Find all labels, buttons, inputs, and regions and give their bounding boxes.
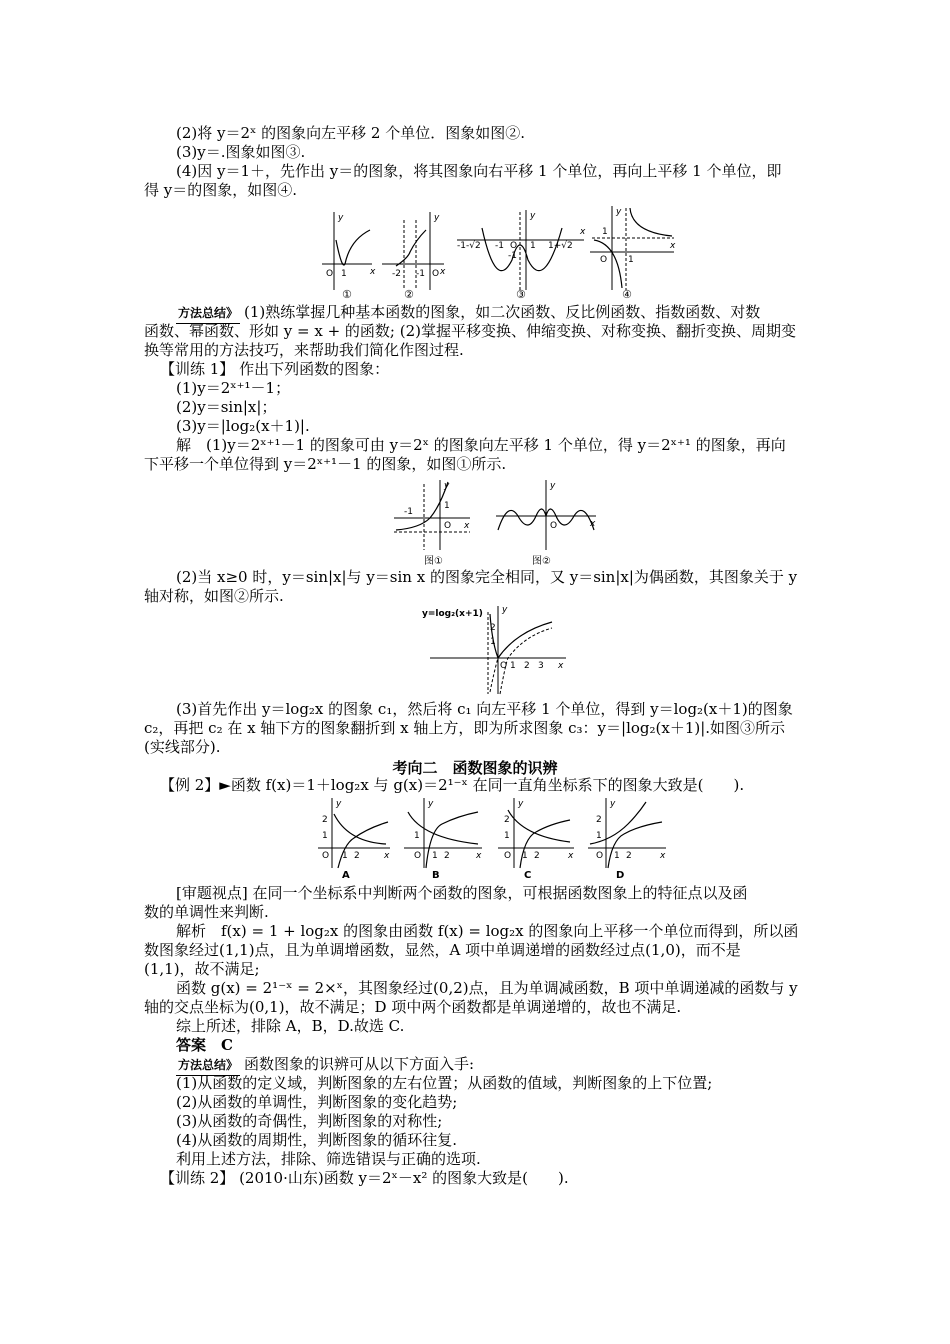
svg-text:x: x	[370, 267, 376, 277]
graph-exp	[394, 480, 470, 567]
svg-text:x: x	[558, 661, 564, 671]
svg-text:O: O	[596, 851, 604, 861]
analysis-line: 数图象经过(1,1)点，且为单调增函数，显然，A 项中单调递增的函数经过点(1,0)，而不是	[144, 941, 741, 959]
svg-text:2: 2	[354, 851, 360, 861]
choice-b-label: B	[432, 870, 440, 880]
svg-text:2: 2	[626, 851, 632, 861]
figure-label-3: ③	[516, 288, 526, 300]
example-question: 【例 2】►函数 f(x)＝1＋log₂x 与 g(x)＝2¹⁻ˣ 在同一直角坐标系下的图象大致是( ).	[160, 776, 745, 794]
graph-1	[322, 212, 376, 300]
svg-text:1: 1	[530, 241, 536, 251]
svg-text:1: 1	[614, 851, 620, 861]
svg-text:O: O	[504, 851, 512, 861]
svg-text:y: y	[434, 213, 440, 223]
svg-text:O: O	[414, 851, 422, 861]
analysis-line: 函数 g(x) = 2¹⁻ˣ = 2×ˣ，其图象经过(0,2)点，且为单调减函数，B 项中单调递减的函数与 y	[176, 979, 798, 997]
text-line: 得 y＝的图象，如图④.	[144, 181, 298, 199]
svg-text:1+√2: 1+√2	[548, 241, 573, 251]
answer: 答案 C	[176, 1036, 233, 1054]
figure-label-2: ②	[404, 288, 414, 300]
svg-text:3: 3	[538, 661, 544, 671]
svg-text:O: O	[550, 521, 558, 531]
text-line: 函数、幂函数、形如 y = x + 的函数; (2)掌握平移变换、伸缩变换、对称变换、翻折变换、周期变	[144, 322, 796, 340]
svg-text:-2: -2	[392, 269, 401, 279]
figure-label-1: 图①	[424, 556, 443, 567]
method-summary: 方法总结》 函数图象的识辨可从以下方面入手:	[176, 1055, 816, 1076]
svg-text:x: x	[580, 227, 586, 237]
svg-text:1: 1	[510, 661, 516, 671]
solution-line: (2)当 x≥0 时，y＝sin|x|与 y＝sin x 的图象完全相同，又 y＝sin|x|为偶函数，其图象关于 y	[176, 568, 798, 586]
analysis-line: (1,1)，故不满足;	[144, 960, 260, 978]
list-item: (4)从函数的周期性，判断图象的循环往复.	[176, 1131, 458, 1149]
choice-c-graph	[498, 798, 574, 880]
svg-text:x: x	[660, 851, 666, 861]
svg-text:O: O	[600, 255, 608, 265]
svg-text:O: O	[432, 269, 440, 279]
text-line: 利用上述方法，排除、筛选错误与正确的选项.	[176, 1150, 481, 1168]
svg-text:1: 1	[504, 831, 510, 841]
list-item: (1)从函数的定义域，判断图象的左右位置；从函数的值域，判断图象的上下位置;	[176, 1074, 713, 1092]
figure-label-4: ④	[622, 288, 632, 300]
choice-d-label: D	[616, 870, 625, 880]
solution-line: (3)首先作出 y＝log₂x 的图象 c₁，然后将 c₁ 向左平移 1 个单位，得到 y＝log₂(x＋1)的图象	[176, 700, 793, 718]
graph-3	[457, 210, 586, 300]
choice-graphs	[312, 794, 672, 880]
choice-b-graph	[404, 798, 482, 880]
svg-text:1: 1	[444, 501, 450, 511]
graph-sin-abs	[496, 480, 596, 567]
svg-text:y=log₂(x+1): y=log₂(x+1)	[422, 609, 483, 619]
svg-text:-1: -1	[416, 269, 425, 279]
svg-text:y: y	[444, 481, 450, 491]
svg-text:1: 1	[322, 831, 328, 841]
choice-c-label: C	[524, 870, 532, 880]
svg-text:x: x	[670, 241, 676, 251]
choice-a-graph	[318, 798, 390, 880]
review-viewpoint: [审题视点] 在同一个坐标系中判断两个函数的图象，可根据函数图象上的特征点以及函	[176, 884, 748, 902]
text-line: (4)因 y＝1＋，先作出 y＝的图象，将其图象向右平移 1 个单位，再向上平移 1 个单位，即	[176, 162, 782, 180]
svg-text:x: x	[440, 267, 446, 277]
svg-text:x: x	[464, 521, 470, 531]
choice-a-label: A	[342, 870, 350, 880]
summary-tag: 方法总结》	[176, 304, 240, 324]
svg-text:y: y	[530, 211, 536, 221]
svg-text:1: 1	[414, 831, 420, 841]
choice-d-graph	[588, 798, 666, 880]
text-line: 数的单调性来判断.	[144, 903, 269, 921]
analysis-line: 综上所述，排除 A，B，D.故选 C.	[176, 1017, 405, 1035]
svg-text:y: y	[518, 799, 524, 809]
list-item: (2)从函数的单调性，判断图象的变化趋势;	[176, 1093, 458, 1111]
method-summary: 方法总结》 (1)熟练掌握几种基本函数的图象，如二次函数、反比例函数、指数函数、对数	[176, 303, 816, 324]
svg-text:2: 2	[490, 623, 496, 633]
svg-text:-1-√2: -1-√2	[457, 241, 481, 251]
question: (3)y＝|log₂(x＋1)|.	[176, 417, 310, 435]
figure-log-abs	[420, 602, 570, 696]
training-title: 【训练 2】 (2010·山东)函数 y＝2ˣ－x² 的图象大致是( ).	[160, 1169, 569, 1187]
svg-text:x: x	[568, 851, 574, 861]
svg-text:O: O	[510, 241, 518, 251]
svg-text:2: 2	[322, 815, 328, 825]
graph-2	[382, 212, 446, 300]
svg-text:2: 2	[524, 661, 530, 671]
figure-train1-row	[390, 476, 600, 568]
figure-row-transforms	[312, 200, 692, 300]
solution-line: 解 (1)y＝2ˣ⁺¹－1 的图象可由 y＝2ˣ 的图象向左平移 1 个单位，得 y＝2ˣ⁺¹ 的图象，再向	[176, 436, 786, 454]
svg-text:x: x	[590, 519, 596, 529]
svg-text:1: 1	[490, 637, 496, 647]
question: (2)y＝sin|x|；	[176, 398, 277, 416]
solution-line: 下平移一个单位得到 y＝2ˣ⁺¹－1 的图象，如图①所示.	[144, 455, 507, 473]
analysis-line: 轴的交点坐标为(0,1)，故不满足；D 项中两个函数都是单调递增的，故也不满足.	[144, 998, 682, 1016]
svg-text:y: y	[338, 213, 344, 223]
svg-text:x: x	[476, 851, 482, 861]
svg-text:y: y	[610, 799, 616, 809]
figure-label-2: 图②	[532, 556, 551, 567]
svg-text:1: 1	[602, 227, 608, 237]
analysis-line: 解析 f(x) = 1 + log₂x 的图象由函数 f(x) = log₂x 的图象向上平移一个单位而得到，所以函	[176, 922, 799, 940]
svg-text:-1: -1	[508, 251, 517, 261]
svg-text:2: 2	[504, 815, 510, 825]
solution-line: (实线部分).	[144, 738, 221, 756]
section-heading: 考向二 函数图象的识辨	[392, 759, 558, 777]
svg-text:O: O	[326, 269, 334, 279]
graph-4	[590, 206, 676, 300]
svg-text:x: x	[384, 851, 390, 861]
svg-text:2: 2	[534, 851, 540, 861]
svg-text:y: y	[428, 799, 434, 809]
text-line: (3)y＝.图象如图③.	[176, 143, 306, 161]
svg-text:1: 1	[432, 851, 438, 861]
svg-text:y: y	[336, 799, 342, 809]
svg-text:y: y	[616, 207, 622, 217]
svg-text:O: O	[500, 661, 508, 671]
solution-line: 轴对称，如图②所示.	[144, 587, 284, 605]
svg-text:1: 1	[596, 831, 602, 841]
svg-text:y: y	[502, 605, 508, 615]
solution-line: c₂，再把 c₂ 在 x 轴下方的图象翻折到 x 轴上方，即为所求图象 c₃：y＝|log₂(x＋1)|.如图③所示	[144, 719, 786, 737]
training-title: 【训练 1】 作出下列函数的图象：	[160, 360, 390, 378]
svg-text:1: 1	[341, 269, 347, 279]
svg-text:O: O	[444, 521, 452, 531]
svg-text:-1: -1	[404, 507, 413, 517]
svg-text:1: 1	[342, 851, 348, 861]
svg-text:2: 2	[596, 815, 602, 825]
svg-text:-1: -1	[495, 241, 504, 251]
summary-tag: 方法总结》	[176, 1056, 240, 1076]
list-item: (3)从函数的奇偶性，判断图象的对称性;	[176, 1112, 443, 1130]
text-line: 换等常用的方法技巧，来帮助我们简化作图过程.	[144, 341, 464, 359]
figure-label-1: ①	[342, 288, 352, 300]
question: (1)y＝2ˣ⁺¹－1；	[176, 379, 291, 397]
svg-text:O: O	[322, 851, 330, 861]
svg-text:2: 2	[444, 851, 450, 861]
svg-text:1: 1	[628, 255, 634, 265]
text-line: (2)将 y＝2ˣ 的图象向左平移 2 个单位．图象如图②.	[176, 124, 526, 142]
svg-text:y: y	[550, 481, 556, 491]
svg-text:1: 1	[522, 851, 528, 861]
